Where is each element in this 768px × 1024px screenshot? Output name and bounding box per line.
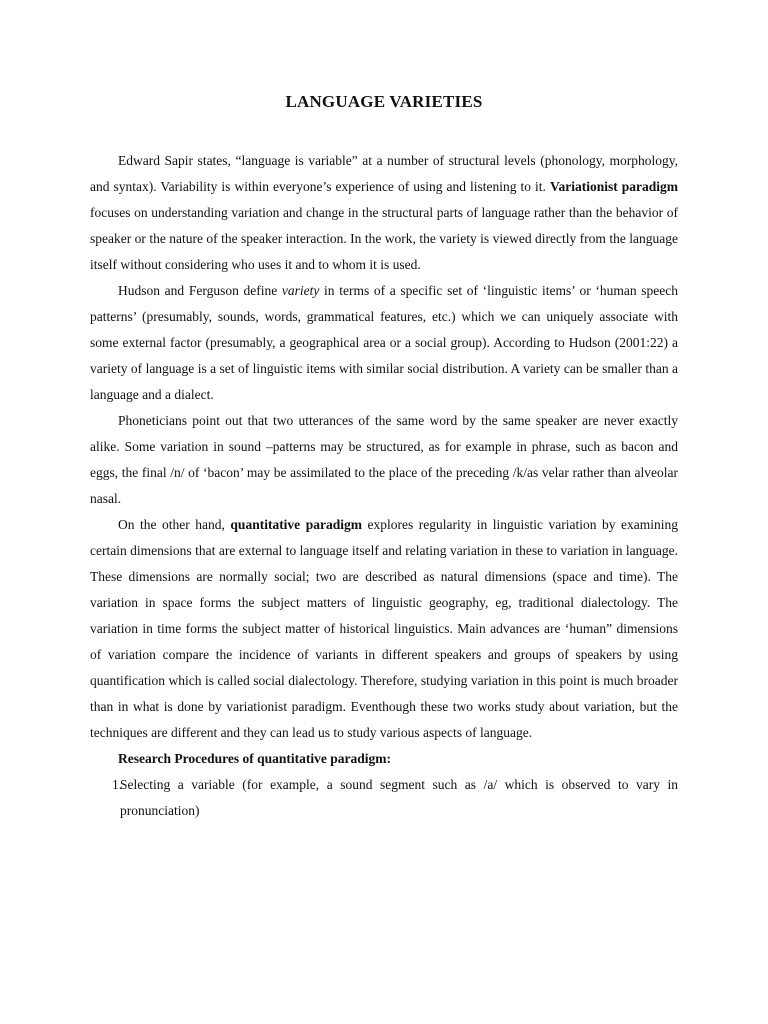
paragraph-sapir-text-2: focuses on understanding variation and change in the structural parts of language rather than the behavior of speaker or the nature of the speaker interaction. In the work, the variety is viewed directly from the language itself without considering who uses it and to whom it is used. xyxy=(90,205,678,272)
section-heading: Research Procedures of quantitative paradigm: xyxy=(118,751,391,766)
term-quantitative-paradigm: quantitative paradigm xyxy=(230,517,362,532)
procedures-list xyxy=(90,772,678,824)
paragraph-phoneticians: Phoneticians point out that two utterances of the same word by the same speaker are never exactly alike. Some variation in sound –patterns may be structured, as for example in phrase, such as bacon and eggs, the final /n/ of ‘bacon’ may be assimilated to the place of the preceding /k/as velar rather than alveolar nasal. xyxy=(90,413,678,506)
list-item xyxy=(90,772,678,824)
paragraph-sapir xyxy=(90,148,678,278)
paragraph-hudson-text: Hudson and Ferguson define xyxy=(118,283,282,298)
list-item-number: 1. xyxy=(112,777,123,792)
term-variationist-paradigm: Variationist paradigm xyxy=(549,179,678,194)
list-item-text: Selecting a variable (for example, a sound segment such as /a/ which is observed to vary in pronunciation) xyxy=(120,777,678,818)
paragraph-quantitative xyxy=(90,512,678,746)
paragraph-sapir-text: Edward Sapir states, “language is variable” at a number of structural levels (phonology, morphology, and syntax). Variability is within everyone’s experience of using and listening to it. xyxy=(90,153,678,194)
paragraph-hudson xyxy=(90,278,678,408)
paragraph-quantitative-text-2: explores regularity in linguistic variation by examining certain dimensions that are external to language itself and relating variation in these to variation in language. These dimensions are normally social; two are described as natural dimensions (space and time). The variation in space forms the subject matters of linguistic geography, eg, traditional dialectology. The variation in time forms the subject matter of historical linguistics. Main advances are ‘human” dimensions of variation compare the incidence of variants in different speakers and groups of speakers by using quantification which is called social dialectology. Therefore, studying variation in this point is much broader than in what is done by variationist paradigm. Eventhough these two works study about variation, but the techniques are different and they can lead us to study various aspects of language. xyxy=(90,517,678,740)
paragraph-quantitative-text: On the other hand, xyxy=(118,517,231,532)
term-variety: variety xyxy=(281,283,320,298)
page-title: LANGUAGE VARIETIES xyxy=(285,92,483,111)
document-body xyxy=(90,148,678,824)
paragraph-hudson-text-2: in terms of a specific set of ‘linguistic items’ or ‘human speech patterns’ (presumably, sounds, words, grammatical features, etc.) which we can uniquely associate with some external factor (presumably, a geographical area or a social group). According to Hudson (2001:22) a variety of language is a set of linguistic items with similar social distribution. A variety can be smaller than a language and a dialect. xyxy=(90,283,678,402)
